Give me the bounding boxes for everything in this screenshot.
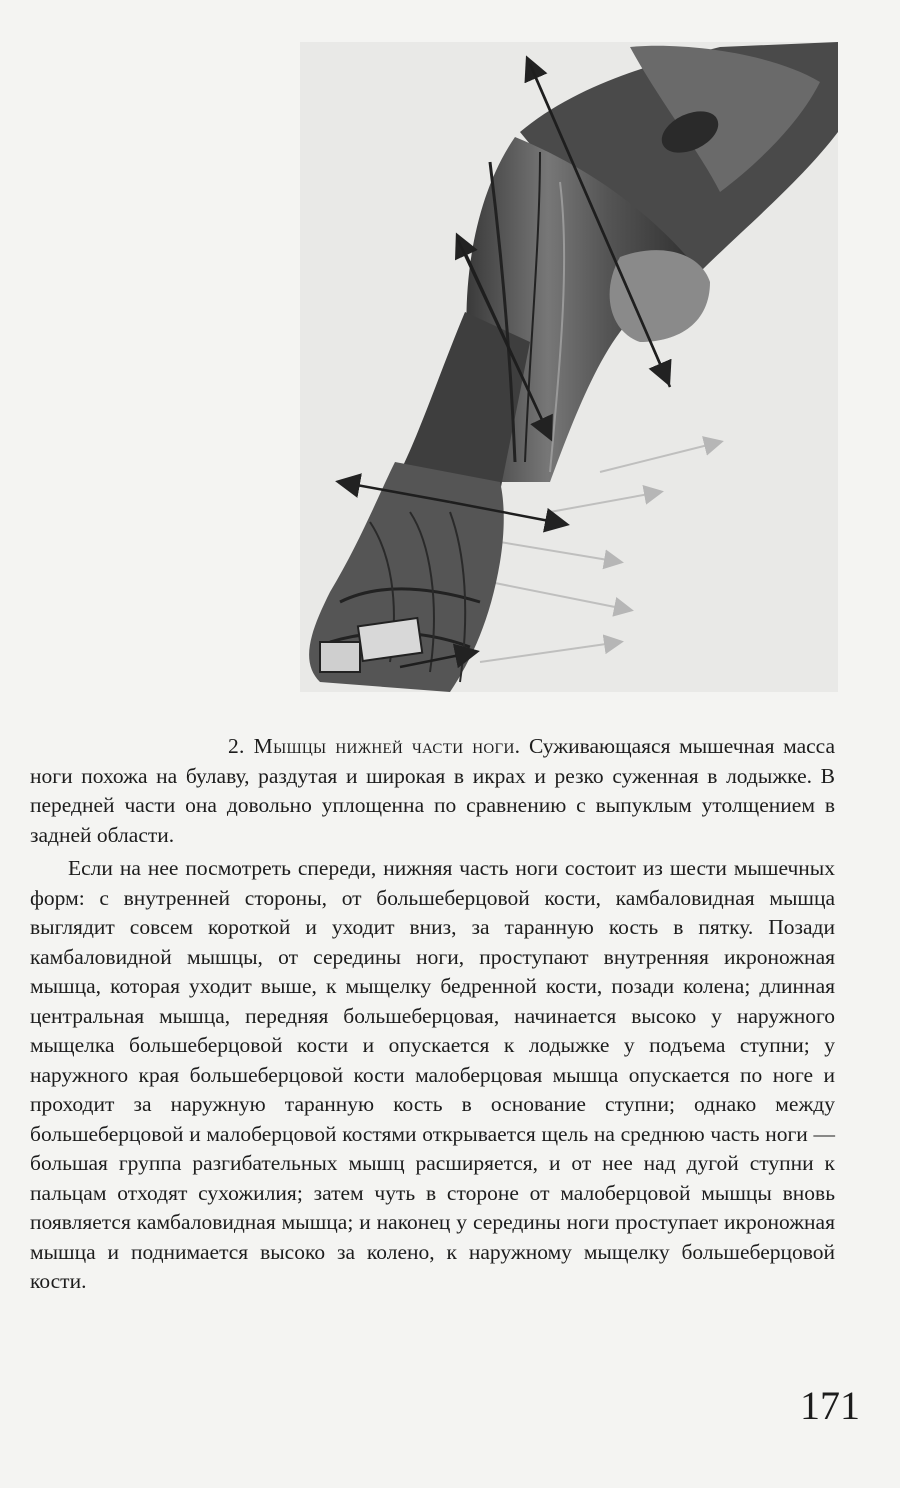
leg-muscle-illustration bbox=[300, 42, 838, 692]
page-number: 171 bbox=[800, 1383, 860, 1428]
paragraph-1-body: Суживающаяся мышечная масса ноги похожа на булаву, раздутая и широкая в икрах и резко суженная в лодыжке. В передней части она довольно уплощенна по сравнению с выпуклым утолщением в задней области. bbox=[30, 734, 836, 847]
paragraph-1 bbox=[30, 732, 835, 850]
body-text bbox=[30, 732, 835, 1297]
paragraph-2: Если на нее посмотреть спереди, нижняя часть ноги состоит из шести мышечных форм: с внутренней стороны, от большеберцовой кости, камбаловидная мышца выглядит совсем короткой и уходит вниз, за таранную кость в пятку. Позади камбаловидной мышцы, от середины ноги, проступают внутренняя икроножная мышца, которая уходит выше, к мыщелку бедренной кости, позади колена; длинная центральная мышца, передняя большеберцовая, начинается высоко у наружного мыщелка большеберцовой кости и опускается к лодыжке у подъема ступни; у наружного края большеберцовой кости малоберцовая мышца опускается по ноге и проходит за наружную таранную кость в основание ступни; однако между большеберцовой и малоберцовой костями открывается щель на среднюю часть ноги — большая группа разгибательных мышц расширяется, и от нее над дугой ступни к пальцам отходят сухожилия; затем чуть в стороне от малоберцовой мышцы вновь появляется камбаловидная мышца; и наконец у середины ноги проступает икроножная мышца и поднимается высоко за колено, к наружному мыщелку большеберцовой кости. bbox=[30, 856, 835, 1293]
anatomical-leg-drawing-icon bbox=[300, 42, 838, 692]
section-heading: 2. Мышцы нижней части ноги. bbox=[228, 734, 521, 758]
